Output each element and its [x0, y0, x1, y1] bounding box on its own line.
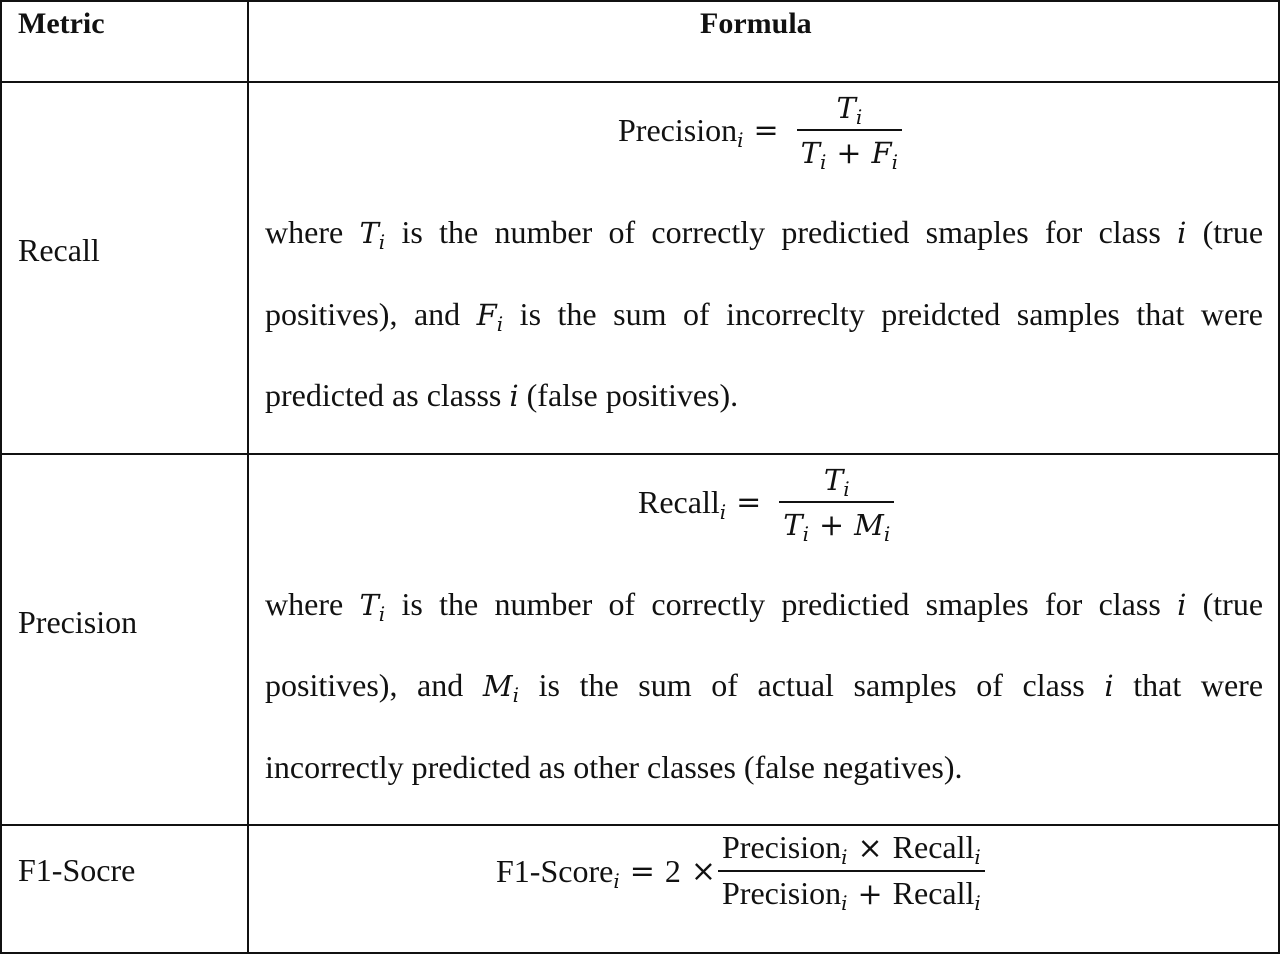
- recall-desc-line-2: positives), and $F_i$ is the sum of incorreclty preidcted samples that were: [265, 296, 1263, 336]
- header-metric: Metric: [18, 7, 105, 40]
- metric-recall: Recall: [18, 232, 100, 268]
- metric-precision: Precision: [18, 604, 138, 640]
- precision-desc-line-1: where $T_i$ is the number of correctly predictied smaples for class i (true: [265, 586, 1264, 626]
- header-divider: [0, 81, 1280, 83]
- column-divider: [247, 0, 249, 954]
- table-border-left: [0, 0, 2, 954]
- header-formula: Formula: [700, 7, 812, 40]
- precision-desc-line-2: positives), and $M_i$ is the sum of actual samples of class i that were: [265, 667, 1264, 707]
- precision-equation: Precision$_i$ = $\frac{T_i}{T_i + F_i}$: [618, 86, 902, 175]
- row-divider-1: [0, 453, 1280, 455]
- metric-f1: F1-Socre: [18, 852, 136, 888]
- eq-lhs: Recall$_i$: [638, 484, 727, 524]
- eq-lhs: Precision$_i$: [618, 112, 744, 152]
- eq-fraction: $\frac{T_i}{T_i + M_i}$: [779, 458, 894, 547]
- f1-equation: F1-Score$_i$ = 2 × $\frac{Precision_i \times Recall_i}{Precision_i + Recall_i}$: [496, 826, 985, 916]
- recall-desc-line-3: predicted as classs i (false positives).: [265, 377, 739, 413]
- recall-equation: Recall$_i$ = $\frac{T_i}{T_i + M_i}$: [638, 458, 894, 547]
- table-border-top: [0, 0, 1280, 2]
- precision-desc-line-3: incorrectly predicted as other classes (false negatives).: [265, 749, 963, 785]
- eq-fraction: $\frac{Precision_i \times Recall_i}{Precision_i + Recall_i}$: [718, 826, 985, 916]
- recall-desc-line-1: where $T_i$ is the number of correctly predictied smaples for class i (true: [265, 214, 1264, 254]
- eq-lhs: F1-Score$_i$: [496, 852, 620, 893]
- eq-fraction: $\frac{T_i}{T_i + F_i}$: [797, 86, 902, 175]
